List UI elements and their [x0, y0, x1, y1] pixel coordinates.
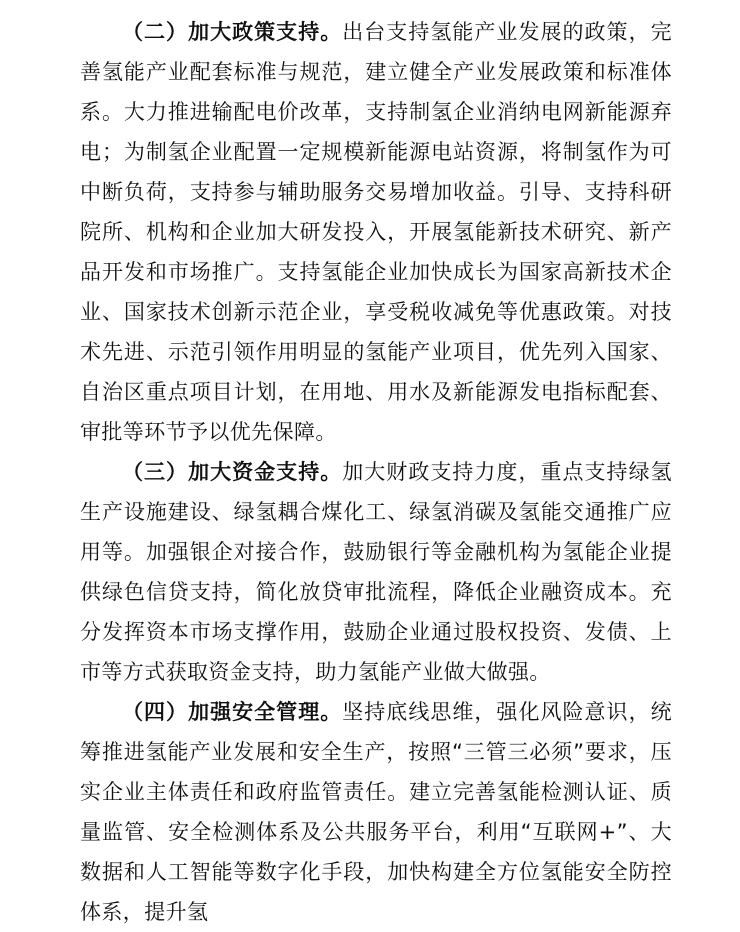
section-heading: （三）加大资金支持。	[122, 460, 343, 484]
section-safety-management	[80, 692, 672, 932]
document-body	[80, 12, 672, 932]
section-funding-support	[80, 452, 672, 692]
section-body: 加大财政支持力度，重点支持绿氢生产设施建设、绿氢耦合煤化工、绿氢消碳及氢能交通推广应用等。加强银企对接合作，鼓励银行等金融机构为氢能企业提供绿色信贷支持，简化放贷审批流程，降低企业融资成本。充分发挥资本市场支撑作用，鼓励企业通过股权投资、发债、上市等方式获取资金支持，助力氢能产业做大做强。	[80, 460, 672, 684]
section-body: 出台支持氢能产业发展的政策，完善氢能产业配套标准与规范，建立健全产业发展政策和标准体系。大力推进输配电价改革，支持制氢企业消纳电网新能源弃电；为制氢企业配置一定规模新能源电站资源，将制氢作为可中断负荷，支持参与辅助服务交易增加收益。引导、支持科研院所、机构和企业加大研发投入，开展氢能新技术研究、新产品开发和市场推广。支持氢能企业加快成长为国家高新技术企业、国家技术创新示范企业，享受税收减免等优惠政策。对技术先进、示范引领作用明显的氢能产业项目，优先列入国家、自治区重点项目计划，在用地、用水及新能源发电指标配套、审批等环节予以优先保障。	[80, 20, 672, 444]
section-heading: （四）加强安全管理。	[122, 700, 343, 724]
section-policy-support	[80, 12, 672, 452]
section-body: 坚持底线思维，强化风险意识，统筹推进氢能产业发展和安全生产，按照“三管三必须”要求，压实企业主体责任和政府监管责任。建立完善氢能检测认证、质量监管、安全检测体系及公共服务平台，利用“互联网+”、大数据和人工智能等数字化手段，加快构建全方位氢能安全防控体系，提升氢	[80, 700, 672, 924]
section-heading: （二）加大政策支持。	[122, 20, 343, 44]
